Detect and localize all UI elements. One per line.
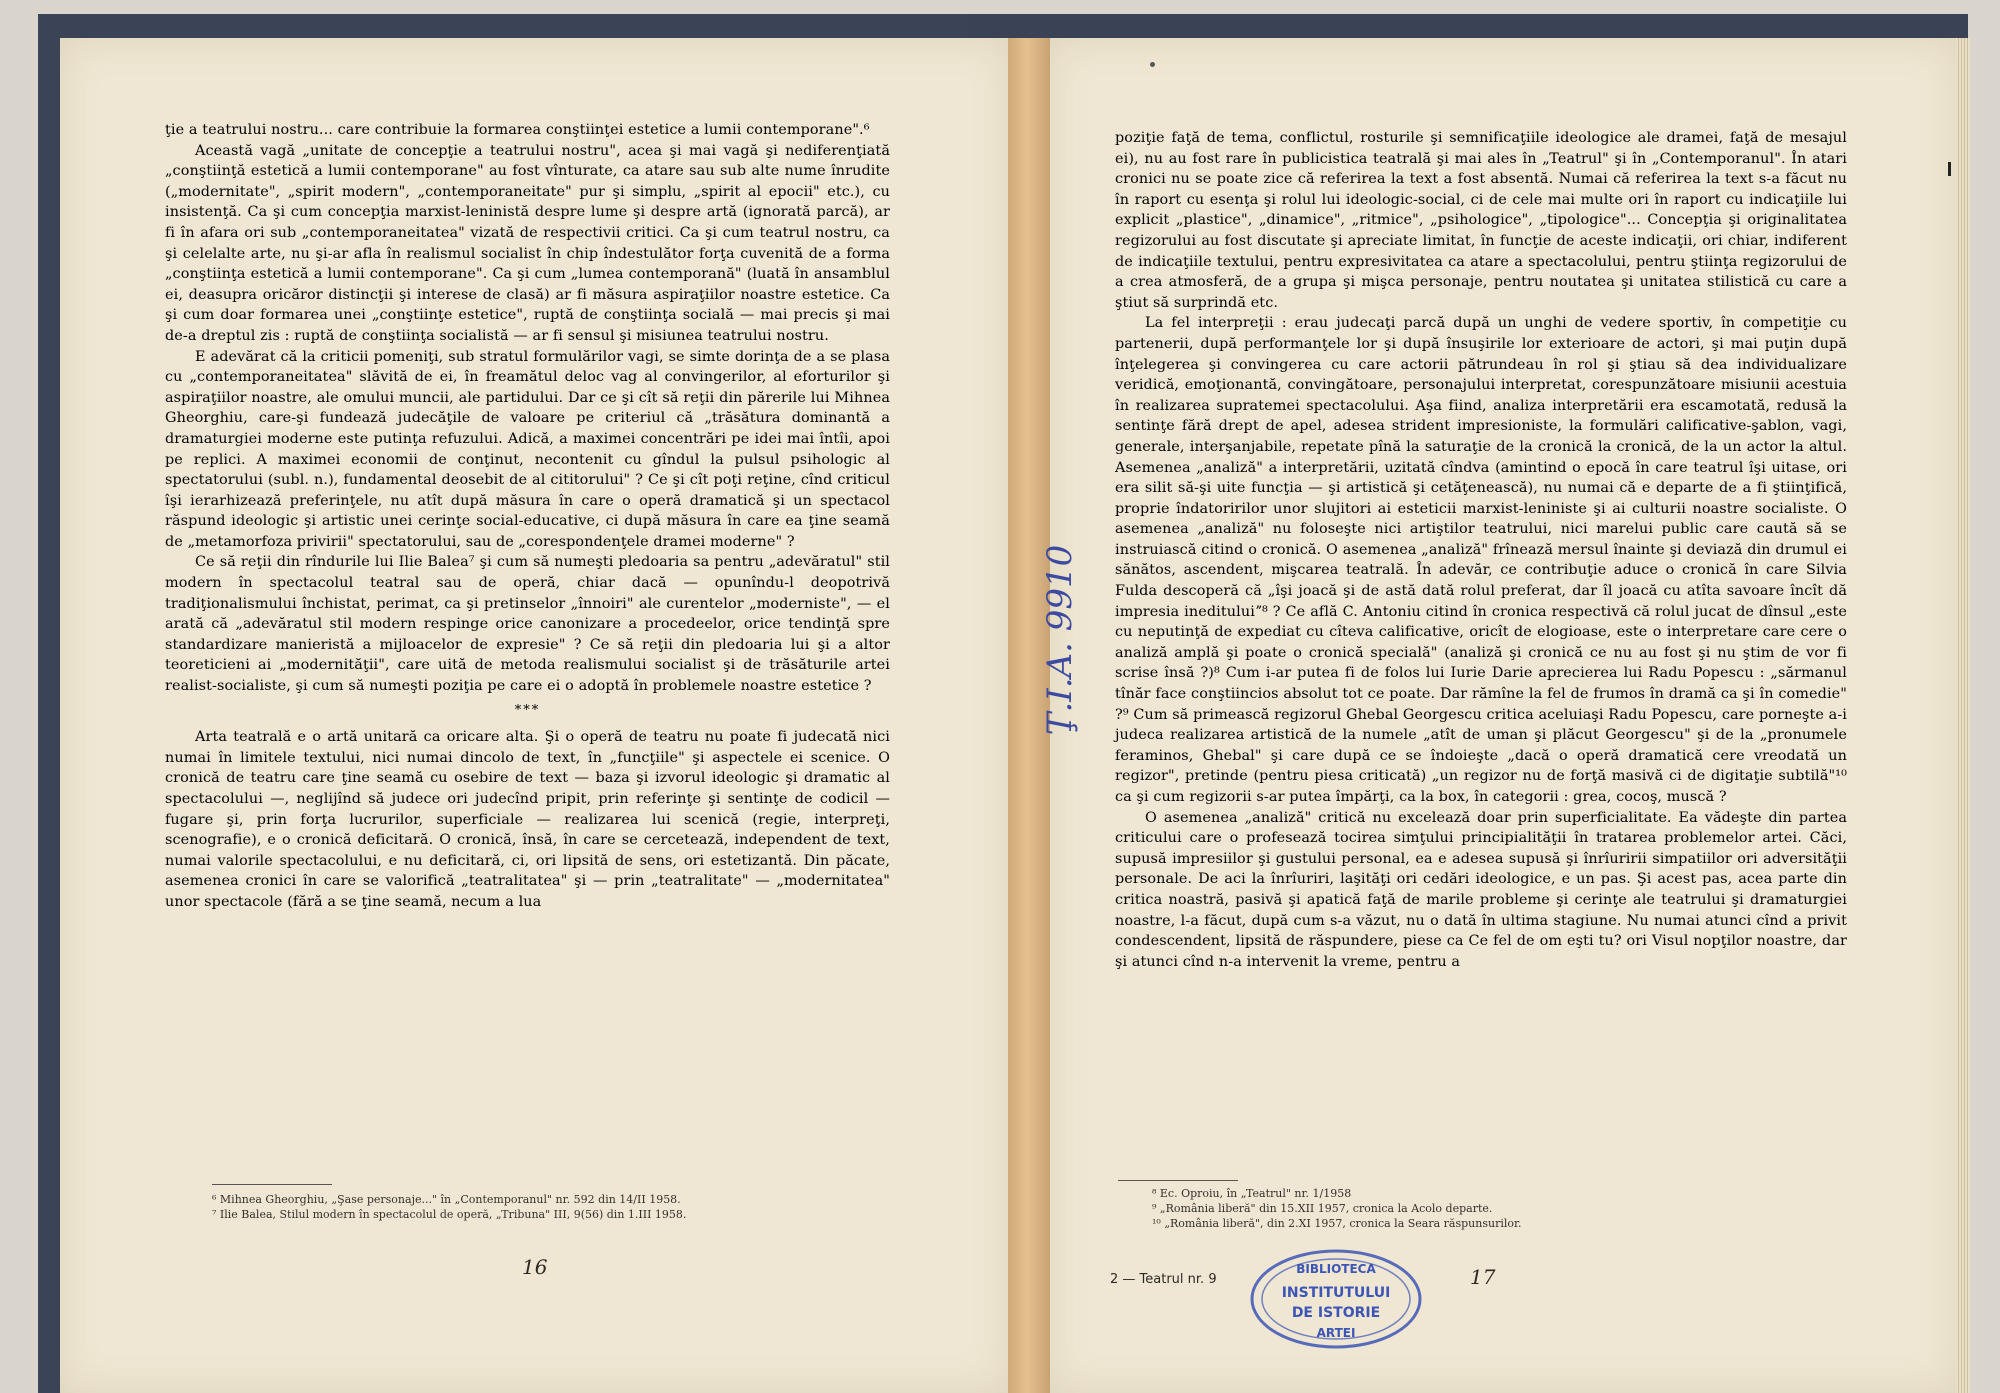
right-paragraph: La fel interpreţii : erau judecaţi parcă după un unghi de vedere sportiv, în competiţie cu partenerii, după performanţele lor şi după însuşirile lor exterioare de actori, şi mai puţin după înţelegerea şi convingerea cu care actorii pătrundeau în rol şi ştiau să dea individualizare veridică, emoţionantă, convingătoare, personajului interpretat, corespunzătoare misiunii acestuia în realizarea supratemei spectacolului. Aşa fiind, analiza interpretării era escamotată, redusă la sentinţe fără drept de apel, adesea strident impresioniste, la formulări calificative-şablon, vagi, generale, interşanjabile, repetate pînă la saturaţie de la cronică la cronică, de la un actor la altul. Asemenea „analiză" a interpretării, uzitată cîndva (amintind o epocă în care teatrul îşi uitase, ori era silit să-şi uite funcţia — şi artistică şi cetăţenească), nu numai că e departe de a fi ştiinţifică, proprie îndatoririlor unor slujitori ai esteticii marxist-leniniste şi ai culturii noastre socialiste. O asemenea „analiză" nu foloseşte nici artiştilor teatrului, nici marelui public care caută să se instruiască citind o cronică. O asemenea „analiză" frînează mersul înainte şi deviază din drumul ei sănătos, ascendent, mişcarea teatrală. În adevăr, ce contribuţie aduce o cronică în care Silvia Fulda descoperă că „îşi joacă şi de astă dată rolul preferat, dar îl joacă cu atîta savoare încît dă impresia inedituluiˮ⁸ ? Ce află C. Antoniu citind în cronica respectivă că rolul jucat de dînsul „este cu neputinţă de expediat cu cîteva calificative, oricît de elogioase, este o interpretare care cere o analiză amplă şi poate o cronică specială" (analiză şi cronică ce nu au fost şi nu ştim de vor fi scrise însă ?)⁸ Cum i-ar putea fi de folos lui Iurie Darie aprecierea lui Radu Popescu : „sărmanul tînăr face conştiincios absolut tot ce poate. Dar rămîne la fel de frumos în dramă ca şi în comedie" ?⁹ Cum să primească regizorul Ghebal Georgescu critica aceluiaşi Radu Popescu, care porneşte a-i judeca realizarea artistică de la numele „atît de uman şi plăcut Georgescu" şi de la „pronumele feraminos, Ghebal" şi care după ce se îndoieşte „dacă o operă dramatică cere vreodată un regizor", pretinde (pentru piesa criticată) „un regizor nu de forţă masivă ci de digitaţie subtilă"¹⁰ ca şi cum regizorii s-ar putea împărţi, ca la box, în categorii : grea, cocoş, muscă ? — [1115, 315, 1847, 805]
paper-speck — [1150, 62, 1155, 67]
footnote: ⁸ Ec. Oproiu, în „Teatrul" nr. 1/1958 — [1152, 1187, 1352, 1200]
page-edges — [1956, 38, 1970, 1393]
left-footnotes — [212, 1192, 912, 1222]
right-page-text — [1115, 128, 1847, 972]
footnote-rule-right — [1118, 1180, 1238, 1181]
footnote: ⁹ „România liberă" din 15.XII 1957, cronica la Acolo departe. — [1152, 1202, 1493, 1215]
left-paragraph: Această vagă „unitate de concepţie a teatrului nostru", acea şi mai vagă şi nediferenţiată „conştiinţă estetică a lumii contemporane" au fost vînturate, ca atare sau sub alte nume înrudite („modernitate", „spirit modern", „contemporaneitate" pur şi simplu, „spirit al epocii" etc.), cu insistenţă. Ca şi cum concepţia marxist-leninistă despre lume şi despre artă (ignorată parcă), ar fi în afara ori sub „contemporaneitatea" vizată de respectivii critici. Ca şi cum teatrul nostru, ca şi celelalte arte, nu şi-ar afla în realismul socialist în chip îndestulător forţa cuvenită de a forma „conştiinţa estetică a lumii contemporane". Ca şi cum „lumea contemporană" (luată în ansamblul ei, deasupra oricăror distincţii şi interese de clasă) ar fi măsura aspiraţiilor noastre estetice. Ca şi cum doar formarea unei „conştiinţe estetice", ruptă de conştiinţa socială — mai precis şi mai de-a dreptul zis : ruptă de conştiinţa socialistă — ar fi sensul şi misiunea teatrului nostru. — [165, 142, 890, 344]
footnote: ¹⁰ „România liberă", din 2.XI 1957, cronica la Seara răspunsurilor. — [1152, 1217, 1522, 1230]
right-footnotes — [1152, 1186, 1852, 1231]
footnote-rule-left — [212, 1184, 332, 1185]
library-stamp — [1247, 1245, 1425, 1353]
left-paragraph: Arta teatrală e o artă unitară ca oricare alta. Şi o operă de teatru nu poate fi judecată nici numai în limitele textului, nici numai dincolo de text, în „funcţiile" şi aspectele ei scenice. O cronică de teatru care ţine seamă cu osebire de text — baza şi izvorul ideologic şi dramatic al spectacolului —, neglijînd să judece ori judecînd pripit, prin referinţe şi sentinţe de codicil — fugare şi, prin forţa lucrurilor, superficiale — realizarea lui scenică (regie, interpreţi, scenografie), e o cronică deficitară. O cronică, însă, în care se cercetează, independent de text, numai valorile spectacolului, e nu deficitară, ci, ori lipsită de sens, ori estetizantă. Din păcate, asemenea cronici în care se valorifică „teatralitatea" şi — prin „teatralitate" — „modernitatea" unor spectacole (fără a se ţine seamă, necum a lua — [165, 729, 890, 910]
handwritten-shelf-mark: Ţ.I.A. 9910 — [1040, 544, 1080, 736]
left-page-text — [165, 120, 890, 913]
left-paragraph: ţie a teatrului nostru... care contribuie la formarea conştiinţei estetice a lumii contemporane".⁶ — [165, 122, 870, 138]
left-paragraph: Ce să reţii din rîndurile lui Ilie Balea⁷ şi cum să numeşti pledoaria sa pentru „adevăratul" stil modern în spectacolul teatral sau de operă, chiar dacă — opunîndu-l deopotrivă tradiţionalismului închistat, perimat, ca şi pretinselor „înnoiri" ale curentelor „moderniste", — el arată că „adevăratul stil modern respinge orice canonizare a procedeelor, orice tendinţă spre standardizare manieristă a mijloacelor de expresie" ? Ce să reţii din pledoaria lui şi a altor teoreticieni ai „modernităţii", care uită de metoda realismului socialist şi de trăsăturile artei realist-socialiste, şi cum să numeşti poziţia pe care ei o adoptă în problemele noastre estetice ? — [165, 554, 890, 695]
right-paragraph: O asemenea „analiză" critică nu excelează doar prin superficialitate. Ea vădeşte din partea criticului care o profesează tocirea simţului principialităţii în tratarea problemelor artei. Căci, supusă impresiilor şi gustului personal, ea e adesea supusă şi înrîuririi simpatiilor ori adversităţii personale. De aci la înrîuriri, laşităţi ori cedări ideologice, e un pas. Şi acest pas, acea parte din critica noastră, pasivă şi apatică faţă de marile probleme şi cerinţe ale teatrului şi dramaturgiei noastre, l-a făcut, după cum s-a văzut, nu o dată în ultima stagiune. Nu numai atunci cînd a privit condescendent, lipsită de răspundere, piese ca Ce fel de om eşti tu? ori Visul nopţilor noastre, dar şi atunci cînd n-a intervenit la vreme, pentru a — [1115, 809, 1847, 970]
footnote: ⁶ Mihnea Gheorghiu, „Şase personaje..." în „Contemporanul" nr. 592 din 14/II 1958. — [212, 1193, 681, 1206]
printer-signature: 2 — Teatrul nr. 9 — [1110, 1272, 1217, 1287]
stamp-line: ARTEI — [1316, 1326, 1356, 1340]
page-number-left: 16 — [522, 1255, 548, 1279]
stamp-line: BIBLIOTECA — [1296, 1262, 1376, 1276]
footnote: ⁷ Ilie Balea, Stilul modern în spectacolul de operă, „Tribuna" III, 9(56) din 1.III 1958. — [212, 1208, 687, 1221]
page-number-right: 17 — [1470, 1265, 1496, 1289]
section-separator: *** — [514, 702, 541, 718]
left-paragraph: E adevărat că la criticii pomeniţi, sub stratul formulărilor vagi, se simte dorinţa de a se plasa cu „contemporaneitatea" slăvită de ei, în freamătul deloc vag al convingerilor, al eforturilor şi aspiraţiilor noastre, ale omului muncii, ale partidului. Dar ce şi cît să reţii din părerile lui Mihnea Gheorghiu, care-şi fundează judecăţile de valoare pe criteriul că „trăsătura dominantă a dramaturgiei moderne este putinţa refuzului. Adică, a maximei concentrări pe idei mai întîi, apoi pe replici. A maximei economii de conţinut, necontenit cu gîndul la pulsul psihologic al spectatorului (subl. n.), fundamental deosebit de al cititorului" ? Ce şi cît poţi reţine, cînd criticul îşi ierarhizează preferinţele, nu atît după măsura în care o operă dramatică şi un spectacol răspund ideologic şi artistic unei cerinţe social-educative, ci după măsura în care ea ţine seamă de „metamorfoza privirii" spectatorului, sau de „corespondenţele dramei moderne" ? — [165, 348, 890, 550]
stamp-line: INSTITUTULUI — [1281, 1285, 1391, 1301]
right-paragraph: poziţie faţă de tema, conflictul, rosturile şi semnificaţiile ideologice ale dramei, faţă de mesajul ei), nu au fost rare în publicistica teatrală şi mai ales în „Teatrul" şi în „Contemporanul". În atari cronici nu se poate zice că referirea la text a fost absentă. Numai că referirea la text s-a făcut nu în raport cu esenţa şi rolul lui ideologic-social, ci de cele mai multe ori în raport cu indicaţiile lui explicit „plastice", „dinamice", „ritmice", „psihologice", „tipologice"... Concepţia şi originalitatea regizorului au fost discutate şi apreciate limitat, în funcţie de aceste indicaţii, ori chiar, indiferent de indicaţiile textului, pentru expresivitatea ca atare a spectacolului, pentru ştiinţa regizorului de a crea atmosferă, de a grupa şi mişca personaje, pentru noutatea şi unitatea stilistică cu care a ştiut să surprindă etc. — [1115, 130, 1847, 311]
stamp-line: DE ISTORIE — [1291, 1305, 1381, 1321]
edge-mark — [1948, 162, 1951, 176]
